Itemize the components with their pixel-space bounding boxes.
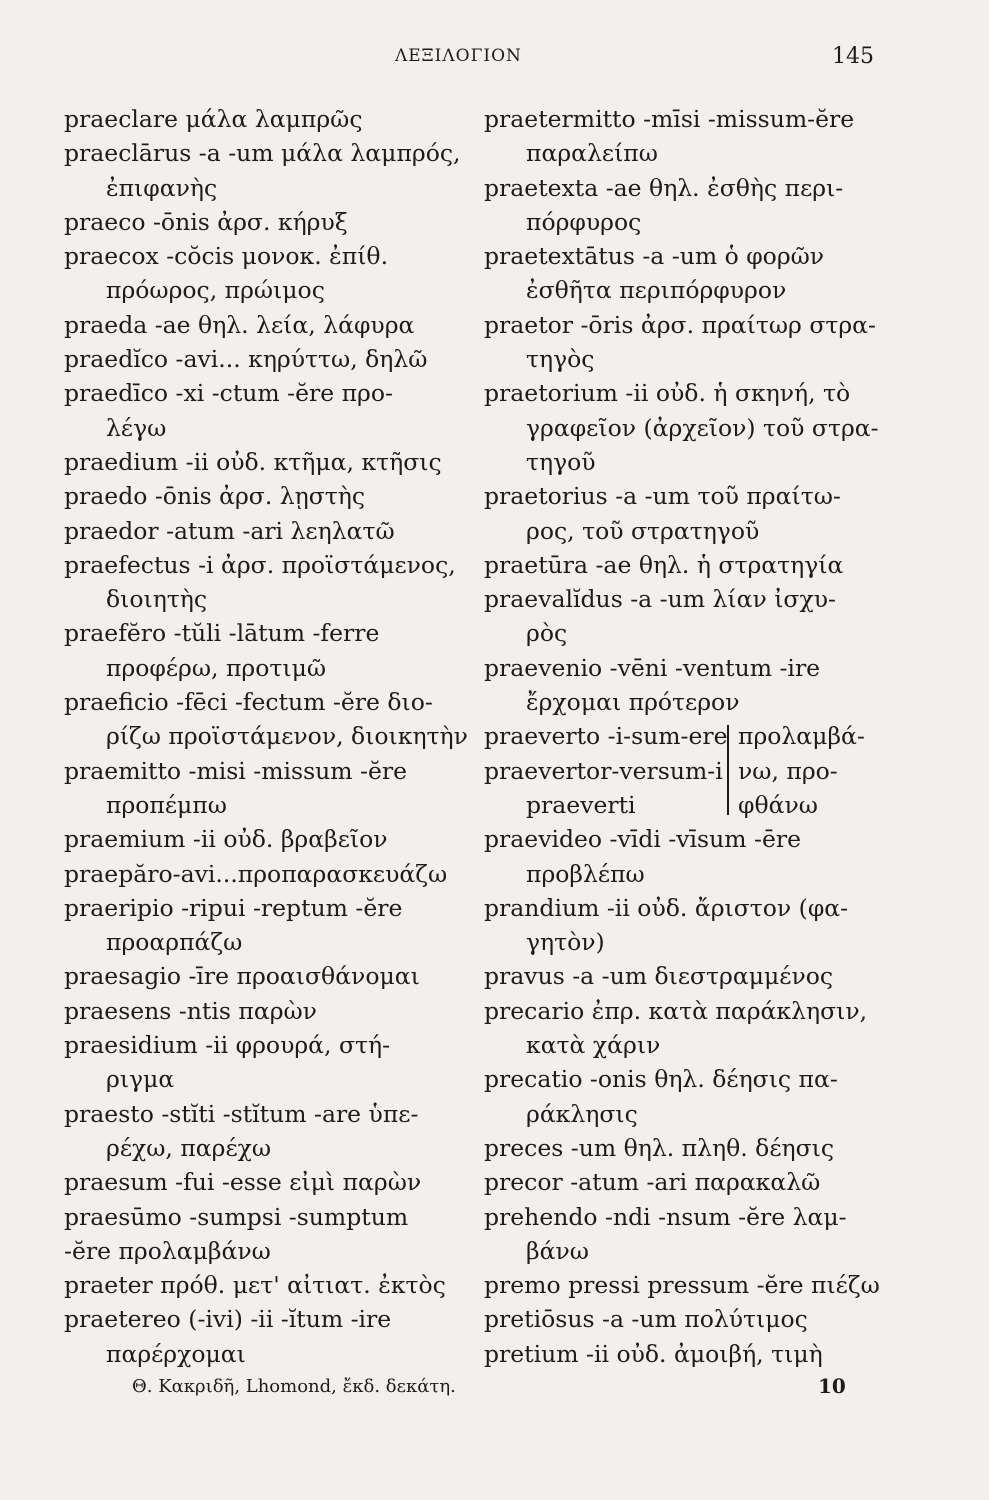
entry-line: praepăro-avi...προπαρασκευάζω: [64, 859, 448, 888]
entry-line: precatio -onis θηλ. δέησις πα-: [484, 1065, 838, 1094]
entry-line: προαρπάζω: [106, 928, 243, 957]
entry-line: praedīco -xi -ctum -ĕre προ-: [64, 379, 393, 408]
entry-line: διοιητὴς: [106, 585, 208, 614]
entry-line: γραφεῖον (ἀρχεῖον) τοῦ στρα-: [526, 413, 879, 442]
entry-line: ρέχω, παρέχω: [106, 1133, 272, 1162]
entry-line: praeficio -fēci -fectum -ĕre διο-: [64, 688, 433, 717]
entry-line: praesūmo -sumpsi -sumptum: [64, 1202, 409, 1231]
entry-line: praemitto -misi -missum -ĕre: [64, 756, 408, 785]
entry-line: precor -atum -ari παρακαλῶ: [484, 1168, 821, 1197]
entry-line: praeclārus -a -um μάλα λαμπρός,: [64, 139, 461, 168]
entry-line: ριγμα: [106, 1065, 175, 1094]
entry-line: praetūra -ae θηλ. ἡ στρατηγία: [484, 550, 844, 579]
entry-line: praevalĭdus -a -um λίαν ἰσχυ-: [484, 585, 836, 614]
page-footer: [0, 1376, 989, 1406]
brace-entry: [484, 719, 924, 822]
entry-line: praedor -atum -ari λεηλατῶ: [64, 516, 395, 545]
entry-line: praecox -cŏcis μονοκ. ἐπίθ.: [64, 242, 389, 271]
entry-line: praefĕro -tŭli -lātum -ferre: [64, 619, 380, 648]
entry-line: γητὸν): [526, 928, 605, 957]
entry-line: pretium -ii οὐδ. ἀμοιβή, τιμὴ: [484, 1339, 823, 1368]
entry-line: praedo -ōnis ἀρσ. λῃστὴς: [64, 482, 366, 511]
entry-line: ἐσθῆτα περιπόρφυρον: [526, 276, 787, 305]
entry-line: pretiōsus -a -um πολύτιμος: [484, 1305, 808, 1334]
page-number: 145: [832, 44, 874, 69]
entry-line: ρίζω προϊστάμενον, διοικητὴν: [106, 722, 468, 751]
entry-line: προβλέπω: [526, 859, 645, 888]
entry-line: praeclare μάλα λαμπρῶς: [64, 105, 363, 133]
entry-line: παρέρχομαι: [106, 1339, 246, 1368]
entry-line: πόρφυρος: [526, 207, 642, 236]
entry-line: praeda -ae θηλ. λεία, λάφυρα: [64, 310, 415, 339]
entry-line: praeter πρόθ. μετ' αἰτιατ. ἐκτὸς: [64, 1271, 446, 1300]
entry-line: -ĕre προλαμβάνω: [64, 1236, 271, 1265]
entry-line: praetextātus -a -um ὁ φορῶν: [484, 242, 825, 271]
entry-line: praemium -ii οὐδ. βραβεῖον: [64, 825, 388, 854]
entry-line: νω, προ-: [738, 756, 838, 785]
entry-line: praefectus -i ἀρσ. προϊστάμενος,: [64, 550, 456, 579]
entry-line: prandium -ii οὐδ. ἄριστον (φα-: [484, 893, 849, 922]
entry-line: ράκλησις: [526, 1099, 638, 1128]
entry-line: praevenio -vēni -ventum -ire: [484, 653, 821, 682]
entry-line: ρος, τοῦ στρατηγοῦ: [526, 516, 760, 545]
entry-line: praevertor-versum-i: [484, 756, 723, 785]
entry-line: praevideo -vīdi -vīsum -ēre: [484, 825, 801, 854]
entry-line: παραλείπω: [526, 139, 658, 168]
entry-line: λέγω: [106, 413, 167, 442]
entry-line: praedĭco -avi... κηρύττω, δηλῶ: [64, 345, 428, 374]
page-header: [0, 46, 989, 78]
entry-line: τηγοῦ: [526, 447, 596, 476]
entry-line: praetermitto -mīsi -missum-ĕre: [484, 105, 855, 133]
entry-line: praeco -ōnis ἀρσ. κήρυξ: [64, 207, 348, 236]
entry-line: prehendo -ndi -nsum -ĕre λαμ-: [484, 1202, 847, 1231]
entry-line: premo pressi pressum -ĕre πιέζω: [484, 1271, 880, 1300]
entry-line: praesto -stĭti -stĭtum -are ὑπε-: [64, 1099, 419, 1128]
entry-line: praetereo (-ivi) -ii -ĭtum -ire: [64, 1305, 392, 1334]
brace-mark: [727, 725, 737, 815]
entry-line: praetorius -a -um τοῦ πραίτω-: [484, 482, 841, 511]
entry-line: praesidium -ii φρουρά, στή-: [64, 1031, 391, 1060]
entry-line: ἐπιφανὴς: [106, 173, 218, 202]
entry-line: praetexta -ae θηλ. ἐσθὴς περι-: [484, 173, 844, 202]
entry-line: preces -um θηλ. πληθ. δέησις: [484, 1133, 834, 1162]
entry-line: praesagio -īre προαισθάνομαι: [64, 962, 420, 991]
signature-mark: 10: [818, 1374, 846, 1398]
entry-line: precario ἐπρ. κατὰ παράκλησιν,: [484, 996, 868, 1025]
entry-line: ρὸς: [526, 619, 568, 648]
entry-line: praetor -ōris ἀρσ. πραίτωρ στρα-: [484, 310, 876, 339]
entry-line: praeverto -i-sum-ere: [484, 722, 728, 751]
entry-line: pravus -a -um διεστραμμένος: [484, 962, 834, 991]
running-title: ΛΕΞΙΛΟΓΙΟΝ: [395, 46, 522, 66]
entry-line: praeverti: [526, 790, 636, 819]
entry-line: πρόωρος, πρώιμος: [106, 276, 325, 305]
source-reference: Θ. Κακριδῆ, Lhomond, ἔκδ. δεκάτη.: [132, 1376, 456, 1397]
entry-line: βάνω: [526, 1236, 589, 1265]
right-column: [484, 102, 924, 1371]
entry-line: φθάνω: [738, 790, 818, 819]
entry-line: praeripio -ripui -reptum -ĕre: [64, 893, 403, 922]
entry-line: τηγὸς: [526, 345, 595, 374]
entry-line: praedium -ii οὐδ. κτῆμα, κτῆσις: [64, 447, 442, 476]
entry-line: praesens -ntis παρὼν: [64, 996, 317, 1025]
entry-line: κατὰ χάριν: [526, 1031, 661, 1060]
entry-line: προλαμβά-: [738, 722, 865, 751]
entry-line: praetorium -ii οὐδ. ἡ σκηνή, τὸ: [484, 379, 851, 408]
left-column: [64, 102, 468, 1371]
entry-line: προφέρω, προτιμῶ: [106, 653, 327, 682]
entry-line: praesum -fui -esse εἰμὶ παρὼν: [64, 1168, 422, 1197]
entry-line: ἔρχομαι πρότερον: [526, 688, 740, 717]
entry-line: προπέμπω: [106, 790, 227, 819]
